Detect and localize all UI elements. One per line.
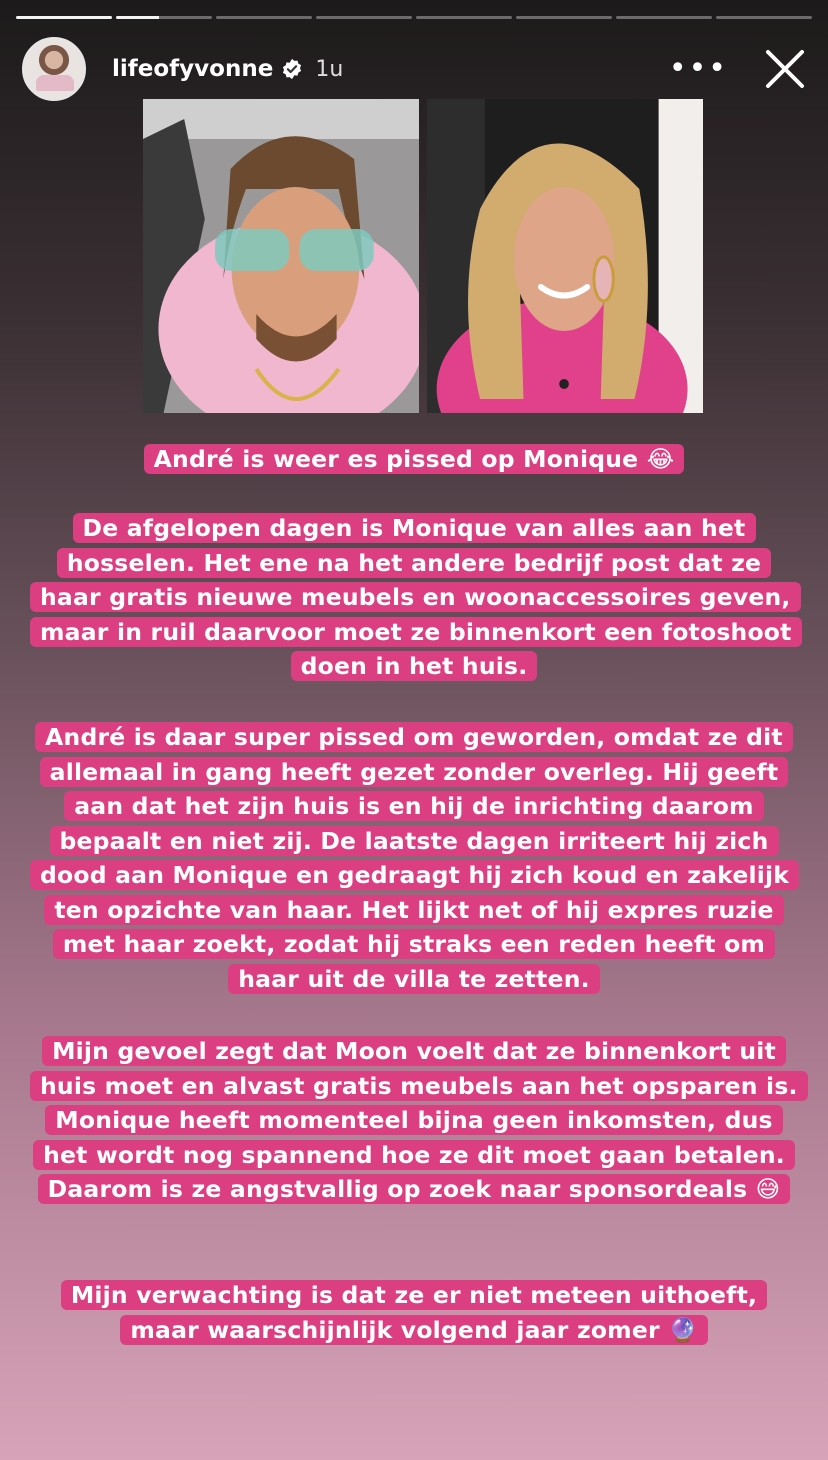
collage-image — [143, 99, 703, 413]
text-highlight: Mijn verwachting is dat ze er niet meteen uithoeft, maar waarschijnlijk volgend jaar zomer 🔮 — [61, 1280, 767, 1345]
text-highlight: Mijn gevoel zegt dat Moon voelt dat ze binnenkort uit huis moet en alvast gratis meubels aan het opsparen is. Monique heeft momenteel bijna geen inkomsten, dus het wordt nog spannend hoe ze dit moet gaan betalen. Daarom is ze angstvallig op zoek naar sponsordeals 😅 — [30, 1036, 808, 1204]
text-highlight: André is daar super pissed om geworden, omdat ze dit allemaal in gang heeft gezet zonder overleg. Hij geeft aan dat het zijn huis is en hij de inrichting daarom bepaalt en niet zij. De laatste dagen irriteert hij zich dood aan Monique en gedraagt hij zich koud en zakelijk ten opzichte van haar. Het lijkt net of hij expres ruzie met haar zoekt, zodat hij straks een reden heeft om haar uit de villa te zetten. — [30, 722, 799, 994]
story-text-5 — [30, 1278, 798, 1347]
username[interactable]: lifeofyvonne — [112, 56, 274, 82]
photo-andre — [143, 99, 419, 413]
story-progress-bar — [16, 16, 812, 19]
verified-badge-icon — [281, 58, 303, 80]
progress-segment — [416, 16, 512, 19]
post-time: 1u — [315, 56, 344, 82]
close-icon[interactable] — [764, 48, 806, 90]
progress-segment — [316, 16, 412, 19]
more-options-icon[interactable]: ••• — [668, 51, 728, 86]
progress-segment — [216, 16, 312, 19]
progress-segment — [516, 16, 612, 19]
story-text-1 — [30, 442, 798, 477]
progress-segment — [16, 16, 112, 19]
progress-segment — [716, 16, 812, 19]
text-highlight: André is weer es pissed op Monique 😂 — [144, 444, 685, 474]
story-text-3 — [30, 720, 798, 996]
photo-monique — [427, 99, 703, 413]
progress-segment — [616, 16, 712, 19]
story-header — [22, 38, 806, 100]
story-text-4 — [30, 1034, 798, 1207]
text-highlight: De afgelopen dagen is Monique van alles aan het hosselen. Het ene na het andere bedrijf post dat ze haar gratis nieuwe meubels en woonaccessoires geven, maar in ruil daarvoor moet ze binnenkort een fotoshoot doen in het huis. — [30, 513, 802, 681]
progress-segment-active — [116, 16, 212, 19]
story-text-2 — [30, 511, 798, 684]
avatar[interactable] — [22, 37, 86, 101]
